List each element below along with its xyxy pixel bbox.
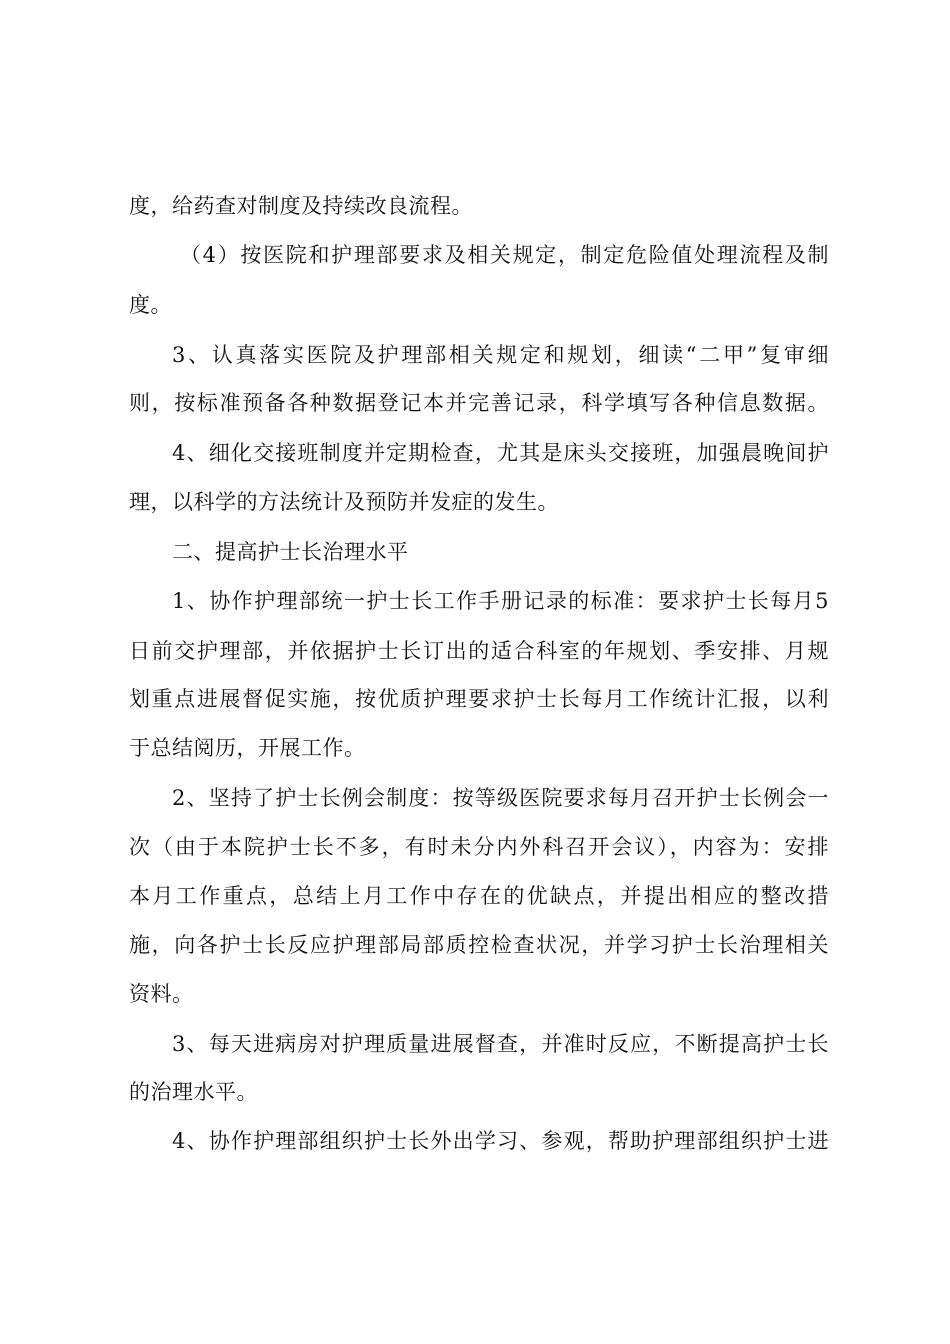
text-line: 4、协作护理部组织护士长外出学习、参观，帮助护理部组织护士进 (172, 1129, 829, 1153)
text-line: 4、细化交接班制度并定期检查，尤其是床头交接班，加强晨晚间护 (172, 441, 829, 465)
text-line: 3、每天进病房对护理质量进展督查，并准时反应，不断提高护士长 (172, 1032, 829, 1056)
text-line: 于总结阅历，开展工作。 (129, 736, 366, 760)
text-line: 资料。 (129, 982, 194, 1006)
text-line: 1、协作护理部统一护士长工作手册记录的标准：要求护士长每月5 (172, 589, 829, 613)
text-line: 理，以科学的方法统计及预防并发症的发生。 (129, 490, 559, 514)
text-line: 度。 (129, 293, 172, 317)
text-line: 日前交护理部，并依据护士长订出的适合科室的年规划、季安排、月规 (129, 639, 829, 663)
text-line: 次（由于本院护士长不多，有时未分内外科召开会议），内容为：安排 (129, 835, 829, 859)
text-line: 度，给药查对制度及持续改良流程。 (129, 194, 473, 218)
text-line: （4）按医院和护理部要求及相关规定，制定危险值处理流程及制 (180, 243, 829, 267)
text-line: 划重点进展督促实施，按优质护理要求护士长每月工作统计汇报，以利 (129, 687, 829, 711)
text-line: 本月工作重点，总结上月工作中存在的优缺点，并提出相应的整改措 (129, 884, 829, 908)
text-line: 2、坚持了护士长例会制度：按等级医院要求每月召开护士长例会一 (172, 786, 829, 810)
text-line: 3、认真落实医院及护理部相关规定和规划，细读“二甲”复审细 (172, 343, 829, 367)
text-line: 的治理水平。 (129, 1080, 258, 1104)
text-line: 施，向各护士长反应护理部局部质控检查状况，并学习护士长治理相关 (129, 933, 829, 957)
section-heading: 二、提高护士长治理水平 (172, 540, 409, 564)
text-line: 则，按标准预备各种数据登记本并完善记录，科学填写各种信息数据。 (129, 391, 829, 415)
